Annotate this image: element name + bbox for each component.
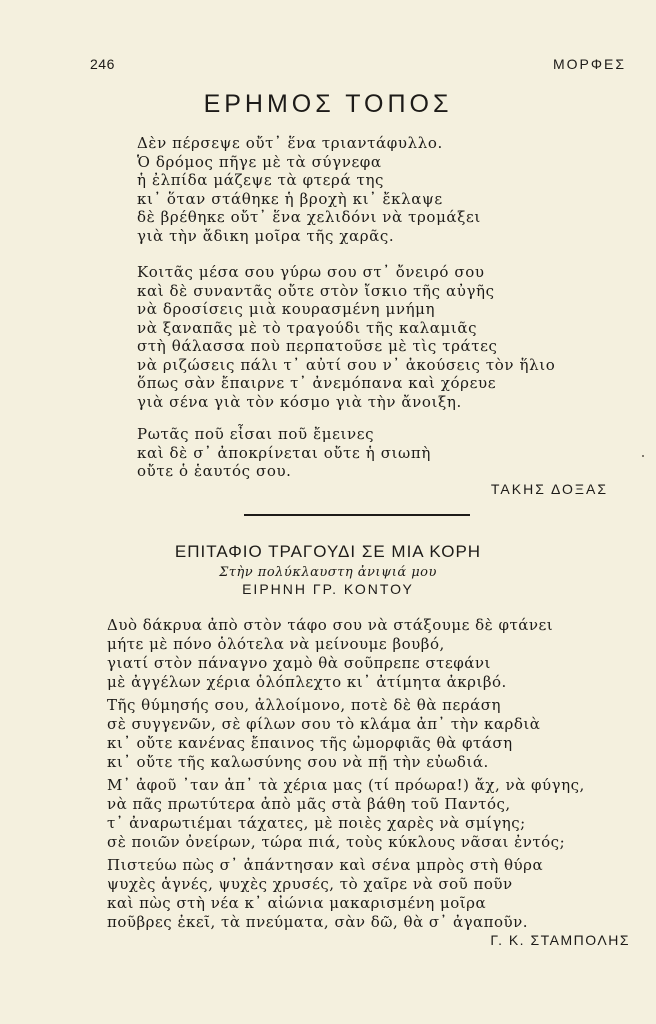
poem-line: κι᾽ οὔτε κανένας ἔπαινος τῆς ὠμορφιᾶς θὰ φτάση <box>107 734 513 752</box>
poem-line: γιατί στὸν πάναγνο χαμὸ θὰ σοῦπρεπε στεφάνι <box>107 654 491 672</box>
poem-line: μὲ ἀγγέλων χέρια ὁλόπλεχτο κι᾽ ἀτίμητα ἀκριβό. <box>107 673 507 691</box>
poem2-stanza-1 <box>107 616 553 692</box>
poem-line: ψυχὲς ἁγνές, ψυχὲς χρυσές, τὸ χαῖρε νὰ σοῦ ποῦν <box>107 875 513 893</box>
poem-line: σὲ ποιῶν ὀνείρων, τώρα πιά, τοὺς κύκλους νᾶσαι ἐντός; <box>107 833 566 851</box>
poem-line: γιὰ σένα γιὰ τὸν κόσμο γιὰ τὴν ἄνοιξη. <box>137 392 462 411</box>
poem-line: οὔτε ὁ ἑαυτός σου. <box>137 462 292 480</box>
poem1-stanza-1 <box>137 134 481 245</box>
poem-line: Δὲν πέρσεψε οὔτ᾽ ἕνα τριαντάφυλλο. <box>137 134 443 152</box>
poem-line: στὴ θάλασσα ποὺ περπατοῦσε μὲ τὶς τράτες <box>137 337 498 355</box>
poem-line: ὅπως σὰν ἔπαιρνε τ᾽ ἀνεμόπανα καὶ χόρευε <box>137 374 497 392</box>
poem1-stanza-3 <box>137 425 431 481</box>
poem-line: καὶ πὼς στὴ νέα κ᾽ αἰώνια μακαρισμένη μοῖρα <box>107 894 487 912</box>
poem-line: Ρωτᾶς ποῦ εἶσαι ποῦ ἔμεινες <box>137 425 375 443</box>
poem-line: Πιστεύω πὼς σ᾽ ἀπάντησαν καὶ σένα μπρὸς στὴ θύρα <box>107 856 544 874</box>
poem-line: κι᾽ οὔτε τῆς καλωσύνης σου νὰ πῇ τὴν εὐωδιά. <box>107 753 489 771</box>
poem1-stanza-2 <box>137 263 555 411</box>
poem-line: μήτε μὲ πόνο ὁλότελα νὰ μείνουμε βουβό, <box>107 635 445 653</box>
poem-line: νὰ ξαναπᾶς μὲ τὸ τραγούδι τῆς καλαμιᾶς <box>137 318 478 337</box>
poem-line: Κοιτᾶς μέσα σου γύρω σου στ᾽ ὄνειρό σου <box>137 263 485 281</box>
poem-line: δὲ βρέθηκε οὔτ᾽ ἕνα χελιδόνι νὰ τρομάξει <box>137 208 481 226</box>
poem-line: σὲ συγγενῶν, σὲ φίλων σου τὸ κλάμα ἀπ᾽ τὴν καρδιὰ <box>107 715 541 733</box>
poem-line: νὰ ριζώσεις πάλι τ᾽ αὐτί σου ν᾽ ἀκούσεις τὸν ἥλιο <box>137 355 556 374</box>
page-number: 246 <box>90 56 115 72</box>
poem2-stanza-4 <box>107 856 543 932</box>
poem-line: νὰ πᾶς πρωτύτερα ἀπὸ μᾶς στὰ βάθη τοῦ Παντός, <box>107 795 511 813</box>
poem-line: γιὰ τὴν ἄδικη μοῖρα τῆς χαρᾶς. <box>137 226 395 245</box>
poem-line: κι᾽ ὅταν στάθηκε ἡ βροχὴ κι᾽ ἔκλαψε <box>137 189 443 208</box>
section-divider <box>244 514 470 516</box>
poem-line: Τῆς θύμησής σου, ἀλλοίμονο, ποτὲ δὲ θὰ περάση <box>107 696 501 714</box>
poem-line: Μ᾽ ἀφοῦ ᾽ταν ἀπ᾽ τὰ χέρια μας (τί πρόωρα!) ἄχ, νὰ φύγης, <box>107 776 585 794</box>
poem-line: ποῦβρες ἐκεῖ, τὰ πνεύματα, σὰν δῶ, θὰ σ᾽ ἀγαποῦν. <box>107 913 529 931</box>
poem1-author: ΤΑΚΗΣ ΔΟΞΑΣ <box>490 481 608 497</box>
poem-line: καὶ δὲ συναντᾶς οὔτε στὸν ἴσκιο τῆς αὐγῆς <box>137 281 495 300</box>
poem2-title: ΕΠΙΤΑΦΙΟ ΤΡΑΓΟΥΔΙ ΣΕ ΜΙΑ ΚΟΡΗ <box>174 542 482 561</box>
poem-line: καὶ δὲ σ᾽ ἀποκρίνεται οὔτε ἡ σιωπὴ <box>137 443 431 462</box>
poem1-title: ΕΡΗΜΟΣ ΤΟΠΟΣ <box>203 90 453 118</box>
poem2-dedication: Στὴν πολύκλαυστη ἀνιψιά μου <box>219 565 437 580</box>
poem-line: Ὁ δρόμος πῆγε μὲ τὰ σύγνεφα <box>137 152 382 171</box>
poem2-stanza-2 <box>107 696 540 772</box>
poem2-stanza-3 <box>107 776 585 852</box>
poem2-author: Γ. Κ. ΣΤΑΜΠΟΛΗΣ <box>490 932 630 948</box>
poem-line: Δυὸ δάκρυα ἀπὸ στὸν τάφο σου νὰ στάξουμε δὲ φτάνει <box>107 616 554 634</box>
running-header-journal: ΜΟΡΦΕΣ <box>552 56 626 72</box>
poem2-dedicatee: ΕΙΡΗΝΗ ΓΡ. ΚΟΝΤΟΥ <box>242 581 414 597</box>
poem-line: τ᾽ ἀναρωτιέμαι τάχατες, μὲ ποιὲς χαρὲς νὰ σμίγης; <box>107 814 526 832</box>
ink-speck <box>642 455 644 457</box>
poem-line: ἡ ἐλπίδα μάζεψε τὰ φτερά της <box>137 171 385 189</box>
poem-line: νὰ δροσίσεις μιὰ κουρασμένη μνήμη <box>137 300 436 318</box>
